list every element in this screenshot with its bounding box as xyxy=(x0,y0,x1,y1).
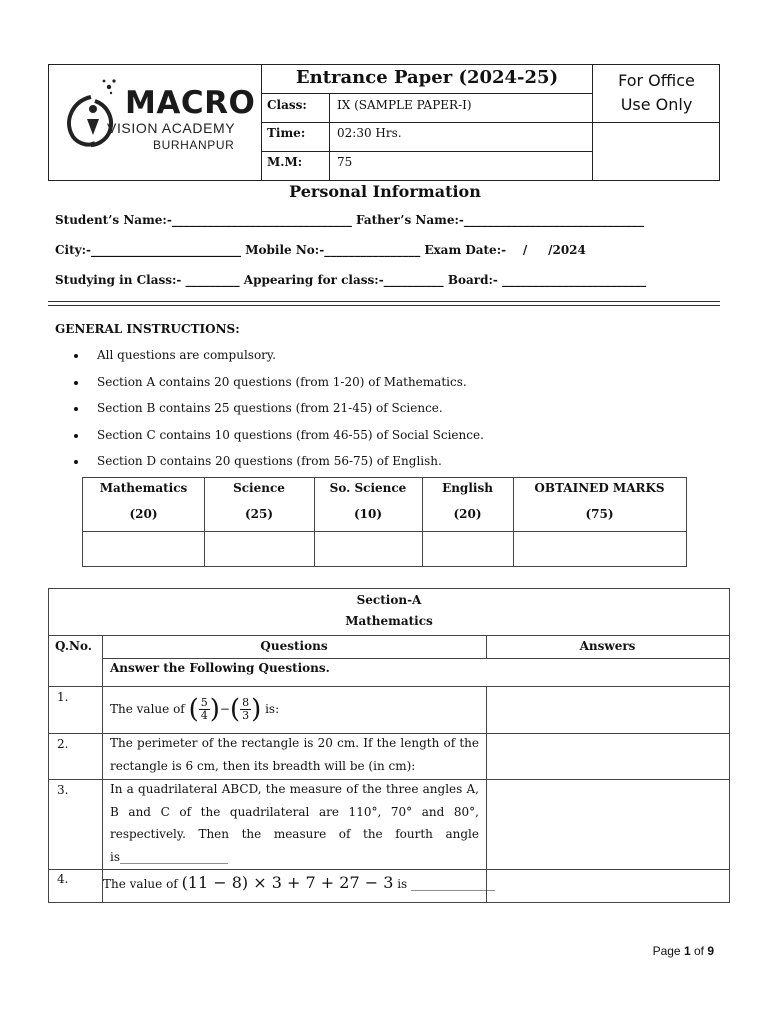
marks-max-obtained: (75) xyxy=(585,507,614,521)
logo-city: BURHANPUR xyxy=(153,138,235,152)
class-value: IX (SAMPLE PAPER-I) xyxy=(337,98,472,112)
instruction-item: All questions are compulsory. xyxy=(97,348,276,362)
page-prefix: Page xyxy=(652,944,684,958)
info-line-class[interactable]: Studying in Class:- _________ Appearing for class:-__________ Board:- ________________________ xyxy=(55,273,647,287)
bullet-icon xyxy=(74,434,78,438)
q3-number: 3. xyxy=(57,783,69,797)
bullet-icon xyxy=(74,354,78,358)
office-line-1: For Office xyxy=(618,71,695,90)
logo-mark-icon xyxy=(61,75,125,151)
q1-operator: − xyxy=(219,702,230,716)
marks-header-science: Science xyxy=(233,481,285,495)
instructions-title: GENERAL INSTRUCTIONS: xyxy=(55,322,240,336)
marks-header-english: English xyxy=(442,481,493,495)
info-line-city[interactable]: City:-_________________________ Mobile No:-________________ Exam Date:- / /2024 xyxy=(55,243,586,257)
q1-frac2-den: 3 xyxy=(242,709,250,722)
marks-header-sst: So. Science xyxy=(329,481,407,495)
mm-value: 75 xyxy=(337,155,353,169)
section-a-table xyxy=(48,588,730,903)
marks-max-english: (20) xyxy=(453,507,482,521)
personal-info-title: Personal Information xyxy=(289,182,481,201)
office-line-2: Use Only xyxy=(620,95,693,114)
header-table xyxy=(48,64,720,181)
time-value: 02:30 Hrs. xyxy=(337,126,402,140)
instruction-item: Section D contains 20 questions (from 56-75) of English. xyxy=(97,454,442,468)
col-questions: Questions xyxy=(260,639,328,653)
q1-frac2-num: 8 xyxy=(242,696,250,709)
time-label: Time: xyxy=(267,126,306,140)
q1-number: 1. xyxy=(57,690,69,704)
q2-number: 2. xyxy=(57,737,69,751)
mm-label: M.M: xyxy=(267,155,303,169)
paper-title: Entrance Paper (2024-25) xyxy=(295,67,559,88)
q1-frac1-num: 5 xyxy=(200,696,208,709)
marks-table xyxy=(82,477,687,567)
logo-subtitle: VISION ACADEMY xyxy=(107,120,236,136)
q1-text: The value of ( $\frac{5}{4}$ )−( $\frac{8}{3}$ ) is: xyxy=(110,694,280,725)
section-subject: Mathematics xyxy=(345,614,433,628)
q4-suffix: is ______________ xyxy=(397,877,496,891)
marks-max-sst: (10) xyxy=(353,507,383,521)
q4-prefix: The value of xyxy=(103,877,178,891)
academy-logo xyxy=(49,65,261,180)
q4-text xyxy=(103,873,495,892)
info-line-names[interactable]: Student’s Name:-______________________________ Father’s Name:-______________________________ xyxy=(55,213,644,227)
page-current: 1 xyxy=(683,944,691,958)
page-total: 9 xyxy=(707,944,714,958)
col-answers: Answers xyxy=(579,639,636,653)
col-qno: Q.No. xyxy=(55,639,92,653)
marks-header-math: Mathematics xyxy=(99,481,188,495)
q4-expression: (11 − 8) × 3 + 7 + 27 − 3 xyxy=(181,873,394,892)
divider-bottom xyxy=(48,305,720,306)
instruction-item: Section B contains 25 questions (from 21-45) of Science. xyxy=(97,401,443,415)
q2-text: The perimeter of the rectangle is 20 cm. If the length of the rectangle is 6 cm, then its breadth will be (in cm): xyxy=(110,736,479,773)
instruction-item: Section C contains 10 questions (from 46-55) of Social Science. xyxy=(97,428,484,442)
instruction-item: Section A contains 20 questions (from 1-20) of Mathematics. xyxy=(97,375,467,389)
marks-max-math: (20) xyxy=(129,507,158,521)
q1-frac1-den: 4 xyxy=(200,709,208,722)
page-of: of xyxy=(690,944,708,958)
marks-header-obtained: OBTAINED MARKS xyxy=(534,481,665,495)
logo-name: MACRO xyxy=(125,85,256,121)
class-label: Class: xyxy=(267,98,307,112)
bullet-icon xyxy=(74,407,78,411)
section-title: Section-A xyxy=(356,593,422,607)
q1-suffix: is: xyxy=(265,702,280,716)
office-use-label xyxy=(594,69,719,117)
q1-prefix: The value of xyxy=(110,702,185,716)
bullet-icon xyxy=(74,381,78,385)
bullet-icon xyxy=(74,460,78,464)
marks-max-science: (25) xyxy=(244,507,274,521)
q4-number: 4. xyxy=(57,872,69,886)
divider-top xyxy=(48,301,720,302)
q3-text: In a quadrilateral ABCD, the measure of the three angles A, B and C of the quadrilateral are 110°, 70° and 80°, respectively. Then the measure of the fourth angle is__________________ xyxy=(110,782,479,864)
page-number xyxy=(653,944,714,958)
section-instruction: Answer the Following Questions. xyxy=(110,661,330,675)
